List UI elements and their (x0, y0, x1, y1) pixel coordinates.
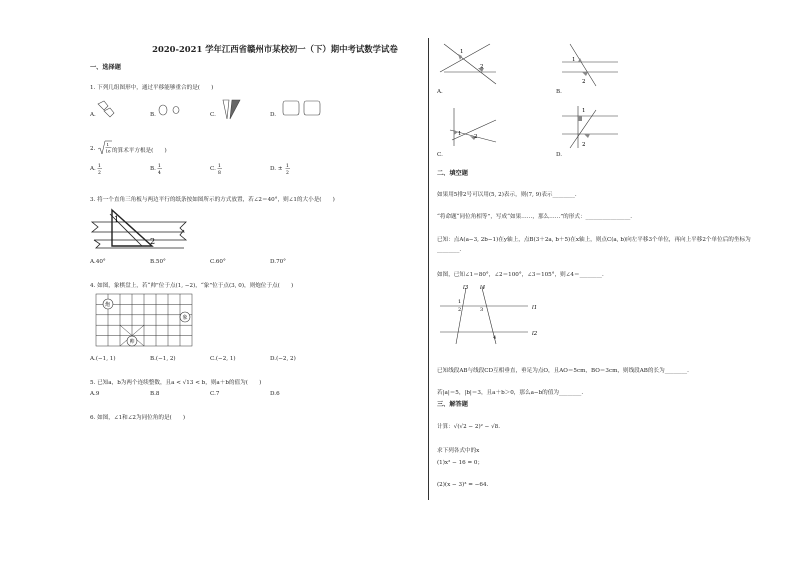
angle-label-1: 1 (458, 299, 462, 305)
question-6-text: 6. 如图，∠1和∠2为同位角的是( ) (90, 415, 186, 421)
q1-figure-d (282, 100, 322, 116)
calc-question: 计算：√(√2 − 2)² − √8. (437, 424, 501, 430)
q6b-label-2: 2 (582, 79, 586, 85)
q2-option-c[interactable]: C. (210, 166, 216, 172)
q6d-label-1: 1 (582, 108, 586, 114)
q5-option-a[interactable]: A.9 (90, 391, 100, 397)
section-heading-fill: 二、填空题 (437, 170, 468, 177)
svg-text:1: 1 (286, 164, 289, 169)
q4-option-d[interactable]: D.(−2, 2) (270, 356, 296, 362)
q6c-label-1: 1 (458, 131, 462, 137)
page-title: 2020-2021 学年江西省赣州市某校初一（下）期中考试数学试卷 (152, 44, 398, 54)
q3-option-a[interactable]: A.40° (90, 259, 106, 265)
q6-option-d[interactable]: D. (556, 152, 563, 158)
q4-option-b[interactable]: B.(−1, 2) (150, 356, 176, 362)
q2-option-b[interactable]: B. (150, 166, 156, 172)
q3-angle-1-label: 1 (114, 215, 120, 224)
column-divider (428, 38, 429, 500)
question-4-text: 4. 如图，象棋盘上，若“帅”位于点(1, −2)，“象”位于点(3, 0)，则炮位于点( ) (90, 283, 294, 289)
question-3-text: 3. 将一个直角三角板与两边平行的纸条按如图所示的方式放置，若∠2＝40°，则∠1的大小是( ) (90, 197, 335, 203)
line-label-l1: l1 (532, 305, 538, 311)
q6d-label-2: 2 (582, 142, 586, 148)
q6-option-c[interactable]: C. (437, 152, 443, 158)
q1-figure-c (222, 99, 248, 121)
q4-piece-xiang: 象 (182, 315, 188, 321)
q4-chessboard (96, 294, 192, 348)
q1-option-d[interactable]: D. (270, 112, 277, 118)
q1-option-c[interactable]: C. (210, 112, 216, 118)
svg-text:4: 4 (158, 171, 161, 176)
question-2-number: 2. (90, 146, 96, 152)
q3-option-c[interactable]: C.60° (210, 259, 226, 265)
angle-label-2: 2 (458, 307, 462, 313)
fill-question-1: 如果用5排2号可以用(5, 2)表示，则(7, 9)表示________. (437, 192, 577, 198)
q2-option-d-fraction (285, 162, 291, 176)
q4-option-c[interactable]: C.(−2, 1) (210, 356, 236, 362)
q4-piece-shuai: 帅 (129, 339, 135, 345)
q1-option-a[interactable]: A. (90, 112, 96, 118)
q3-figure (92, 206, 192, 248)
line-label-l3: l3 (463, 285, 469, 291)
q6a-label-1: 1 (460, 49, 464, 55)
q6-figure-b (562, 42, 622, 88)
q3-option-d[interactable]: D.70° (270, 259, 286, 265)
svg-text:1: 1 (158, 164, 161, 169)
svg-text:2: 2 (286, 171, 289, 176)
line-label-l2: l2 (532, 331, 538, 337)
fill-question-6: 若|a|＝5，|b|＝3，且a＋b＞0，那么a−b的值为________. (437, 390, 584, 396)
question-5-text: 5. 已知a，b为两个连续整数，且a < √13 < b，则a＋b的值为( ) (90, 380, 262, 386)
q1-figure-b (158, 103, 188, 117)
angle-label-4: 4 (493, 335, 497, 341)
fill-question-3: 已知：点A(a−3, 2b−1)在y轴上，点B(3＋2a, b＋5)在x轴上，则点C(a, b)向左平移3个单位，再向上平移2个单位后的坐标为________. (437, 237, 751, 253)
q6-option-b[interactable]: B. (556, 89, 562, 95)
q3-option-b[interactable]: B.50° (150, 259, 166, 265)
q6b-label-1: 1 (572, 57, 576, 63)
q5-option-d[interactable]: D.6 (270, 391, 280, 397)
fill-question-5: 已知线段AB与线段CD互相垂直，垂足为点O，且AO＝5cm，BO＝3cm，则线段AB的长为________. (437, 368, 689, 374)
q2-option-b-fraction (157, 162, 163, 176)
q4-option-a[interactable]: A.(−1, 1) (90, 356, 116, 362)
question-1-text: 1. 下列几组图形中，通过平移能够重合的是( ) (90, 85, 214, 91)
question-2-text: 的算术平方根是( ) (112, 148, 167, 154)
fill-q4-figure (436, 282, 556, 346)
line-label-l4: l4 (480, 285, 486, 291)
svg-text:2: 2 (98, 171, 101, 176)
svg-text:1: 1 (98, 164, 101, 169)
q2-option-c-fraction (217, 162, 223, 176)
q1-option-b[interactable]: B. (150, 112, 156, 118)
solve-intro: 求下列各式中的x (437, 448, 480, 454)
fill-question-2: “将命题“同位角相等”，写成“如果……，那么……”的形式：________________. (437, 214, 633, 220)
q2-option-a-fraction (97, 162, 103, 176)
q6-figure-a (440, 42, 500, 86)
q6-option-a[interactable]: A. (437, 89, 443, 95)
svg-text:1: 1 (106, 142, 110, 147)
q6c-label-2: 2 (474, 134, 478, 140)
fill-question-4: 如图，已知∠1＝80°，∠2＝100°，∠3＝105°，则∠4＝________. (437, 272, 604, 278)
q5-option-b[interactable]: B.8 (150, 391, 160, 397)
q1-figure-a (96, 100, 116, 120)
svg-text:16: 16 (105, 148, 111, 154)
q2-radical-figure (98, 140, 112, 156)
q4-piece-pao: 炮 (105, 302, 111, 308)
q2-option-d[interactable]: D. ± (270, 166, 283, 172)
angle-label-3: 3 (480, 307, 484, 313)
q6-figure-c (440, 106, 500, 150)
q6a-label-2: 2 (480, 64, 484, 70)
q3-angle-2-label: 2 (150, 237, 156, 246)
solve-equation-1: (1)x² − 16 = 0； (437, 460, 484, 466)
svg-text:1: 1 (218, 164, 221, 169)
section-heading-choice: 一、选择题 (90, 64, 121, 71)
q2-option-a[interactable]: A. (90, 166, 96, 172)
q5-option-c[interactable]: C.7 (210, 391, 220, 397)
section-heading-answer: 三、解答题 (437, 401, 468, 408)
solve-equation-2: (2)(x − 3)³ = −64. (437, 482, 489, 488)
q6-figure-d (562, 104, 622, 150)
svg-text:8: 8 (218, 171, 221, 176)
